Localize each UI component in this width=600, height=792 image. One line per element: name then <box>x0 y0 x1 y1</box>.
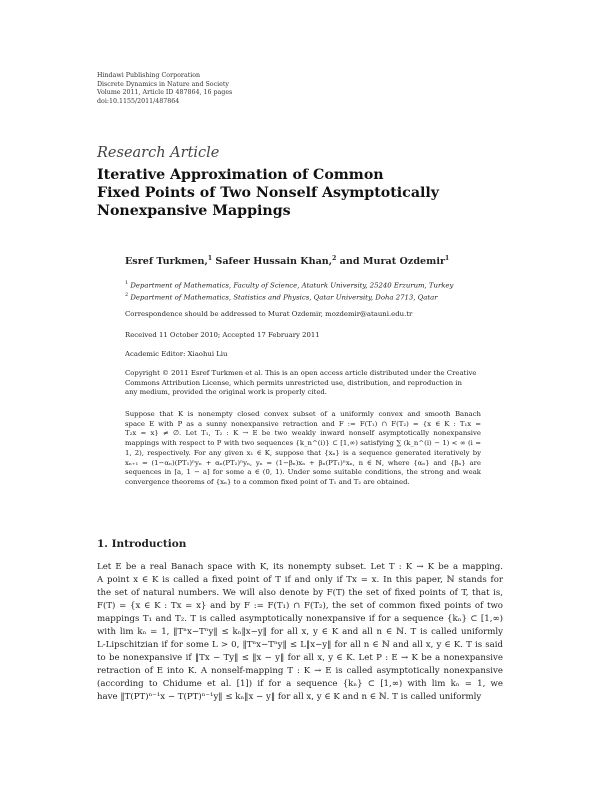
copyright-line: Commons Attribution License, which permits unrestricted use, distribution, and reproduction in <box>125 378 462 387</box>
received-dates <box>125 331 481 341</box>
abstract-line: T₂x = x} ≠ ∅. Let T₁, T₂ : K → E be two weakly inward nonself asymptotically nonexpansive <box>125 429 481 438</box>
author-name: Safeer Hussain Khan, <box>215 256 333 268</box>
abstract-line: sequences in [a, 1 − a] for some a ∈ (0, 1). Under some suitable conditions, the strong and weak <box>125 468 481 477</box>
affiliation-text: Department of Mathematics, Statistics and Physics, Qatar University, Doha 2713, Qatar <box>130 293 438 302</box>
affiliation <box>125 291 481 303</box>
doi: doi:10.1155/2011/487864 <box>97 97 180 105</box>
received-text: Received 11 October 2010; Accepted 17 February 2011 <box>125 331 320 339</box>
paper-title <box>97 166 439 220</box>
body-line: A point x ∈ K is called a fixed point of T if and only if Tx = x. In this paper, ℕ stands for <box>97 574 503 585</box>
title-line: Fixed Points of Two Nonself Asymptotically <box>97 185 440 201</box>
editor-text: Academic Editor: Xiaohui Liu <box>125 350 228 358</box>
abstract-line: 1, 2), respectively. For any given x₁ ∈ K, suppose that {xₙ} is a sequence generated iteratively by <box>125 448 481 457</box>
body-line: L-Lipschitzian if for some L > 0, ‖Tⁿx−Tⁿy‖ ≤ L‖x−y‖ for all n ∈ ℕ and all x, y ∈ K. T is said <box>97 639 503 650</box>
body-line: mappings T₁ and T₂. T is called asymptotically nonexpansive if for a sequence {kₙ} ⊂ [1,∞) <box>97 613 503 624</box>
affiliation <box>125 279 481 291</box>
body-line: with lim kₙ = 1, ‖Tⁿx−Tⁿy‖ ≤ kₙ‖x−y‖ for all x, y ∈ K and all n ∈ ℕ. T is called uniformly <box>97 626 503 637</box>
title-line: Iterative Approximation of Common <box>97 167 384 183</box>
copyright-notice <box>125 369 481 398</box>
section-heading: 1. Introduction <box>97 538 187 550</box>
publisher: Hindawi Publishing Corporation <box>97 72 201 79</box>
article-type: Research Article <box>97 145 220 161</box>
author-affiliation-mark: 1 <box>207 255 213 262</box>
body-line: to be nonexpansive if ‖Tx − Ty‖ ≤ ‖x − y‖ for all x, y ∈ K. Let P : E → K be a nonexpansive <box>97 652 503 663</box>
journal-header <box>97 72 232 106</box>
affiliation-number: 2 <box>125 292 129 298</box>
body-line: retraction of E into K. A nonself-mapping T : K → E is called asymptotically nonexpansive <box>97 665 503 676</box>
title-line: Nonexpansive Mappings <box>97 203 291 219</box>
body-line: the set of natural numbers. We will also denote by F(T) the set of fixed points of T, that is, <box>97 587 503 598</box>
volume-info: Volume 2011, Article ID 487864, 16 pages <box>97 89 233 97</box>
abstract-line: convergence theorems of {xₙ} to a common fixed point of T₁ and T₂ are obtained. <box>125 477 410 486</box>
body-line: (according to Chidume et al. [1]) if for a sequence {kₙ} ⊂ [1,∞) with lim kₙ = 1, we <box>97 678 503 689</box>
abstract-line: xₙ₊₁ = (1−αₙ)(PT₁)ⁿyₙ + αₙ(PT₂)ⁿyₙ, yₙ = (1−βₙ)xₙ + βₙ(PT₁)ⁿxₙ, n ∈ ℕ, where {αₙ} and {βₙ} are <box>125 458 481 467</box>
affiliations <box>125 279 481 303</box>
copyright-line: Copyright © 2011 Esref Turkmen et al. This is an open access article distributed under the Creative <box>125 369 477 377</box>
copyright-line: any medium, provided the original work is properly cited. <box>125 388 327 397</box>
affiliation-text: Department of Mathematics, Faculty of Science, Ataturk University, 25240 Erzurum, Turkey <box>130 281 454 290</box>
body-line: F(T) = {x ∈ K : Tx = x} and by F := F(T₁) ∩ F(T₂), the set of common fixed points of two <box>97 600 503 611</box>
journal-name: Discrete Dynamics in Nature and Society <box>97 80 229 88</box>
author-affiliation-mark: 1 <box>445 255 450 262</box>
body-line: Let E be a real Banach space with K, its nonempty subset. Let T : K → K be a mapping. <box>97 562 503 572</box>
abstract-line: mappings with respect to P with two sequences {k_n^(i)} ⊂ [1,∞) satisfying ∑ (k_n^(i) − 1) < ∞ (i = <box>125 439 481 448</box>
author-name: Esref Turkmen, <box>125 256 208 268</box>
abstract <box>125 410 481 488</box>
author-affiliation-mark: 2 <box>332 255 337 262</box>
abstract-line: space E with P as a sunny nonexpansive retraction and F := F(T₁) ∩ F(T₂) = {x ∈ K : T₁x = <box>125 419 481 428</box>
academic-editor <box>125 350 481 360</box>
correspondence <box>125 310 481 320</box>
correspondence-text: Correspondence should be addressed to Murat Ozdemir, mozdemir@atauni.edu.tr <box>125 310 413 318</box>
abstract-line: Suppose that K is nonempty closed convex subset of a uniformly convex and smooth Banach <box>125 410 481 418</box>
author-name: and Murat Ozdemir <box>339 256 446 268</box>
body-line: have ‖T(PT)ⁿ⁻¹x − T(PT)ⁿ⁻¹y‖ ≤ kₙ‖x − y‖ for all x, y ∈ K and n ∈ ℕ. T is called uniformly <box>97 691 482 702</box>
author-list <box>125 255 449 267</box>
affiliation-number: 1 <box>125 280 129 286</box>
body-text <box>97 561 503 703</box>
